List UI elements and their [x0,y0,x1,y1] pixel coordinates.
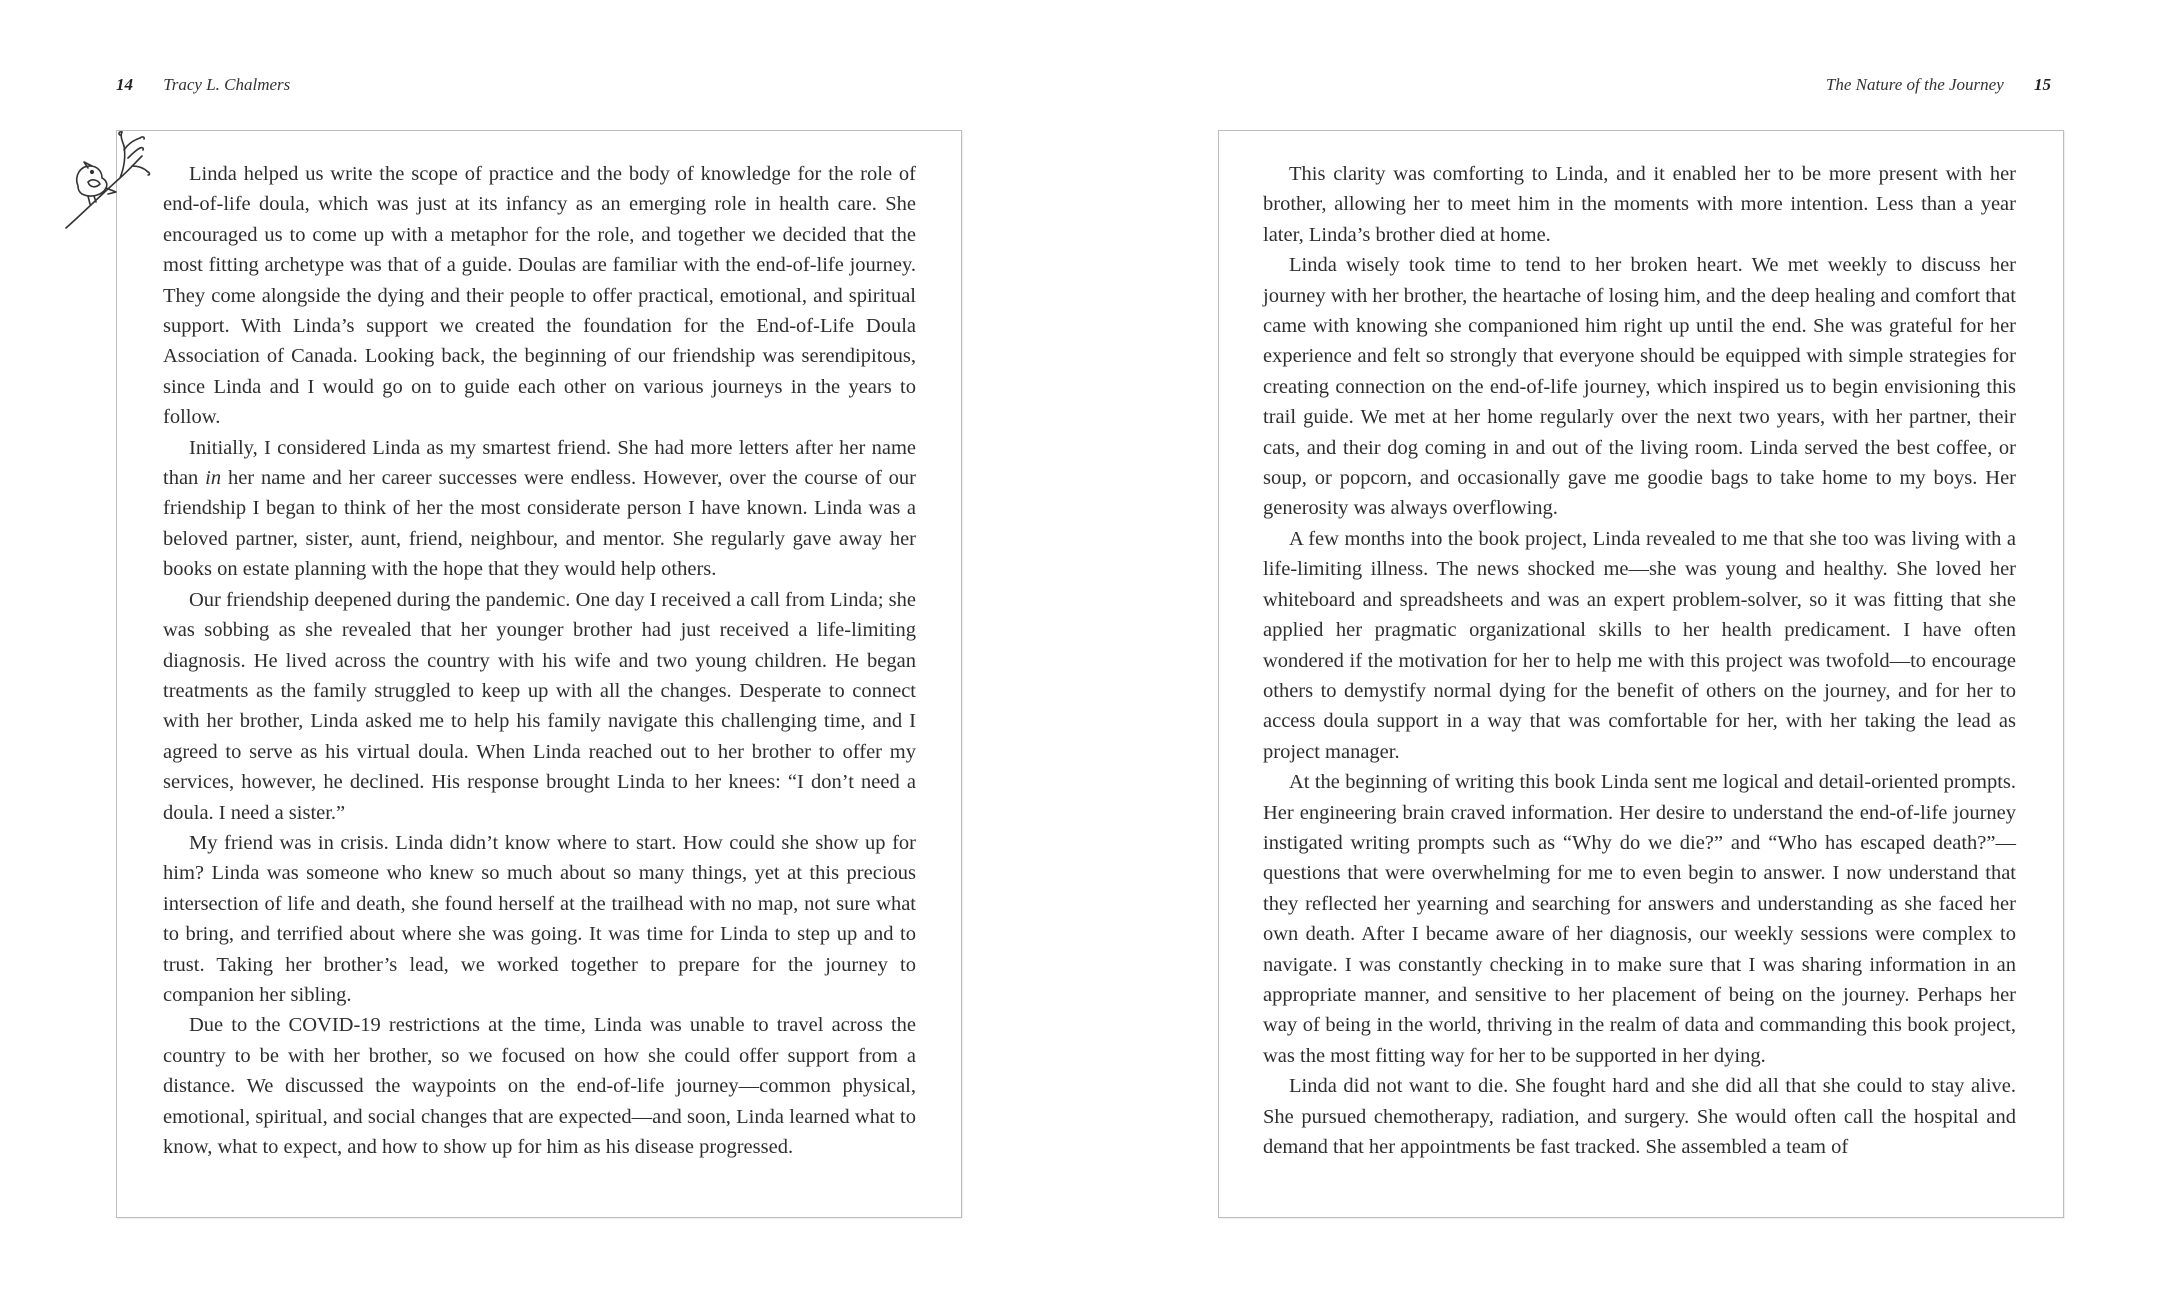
left-running-head-title: Tracy L. Chalmers [163,75,291,94]
body-paragraph: Initially, I considered Linda as my smartest friend. She had more letters after her name than in her name and her career successes were endless. However, over the course of our friendship I began to think of her the most considerate person I have known. Linda was a beloved partner, sister, aunt, friend, neighbour, and mentor. She regularly gave away her books on estate planning with the hope that they would help others. [163,436,916,581]
right-page-number: 15 [2034,75,2051,94]
left-body-text [163,159,916,1162]
bird-on-branch-icon [62,128,152,230]
body-paragraph: Due to the COVID-19 restrictions at the time, Linda was unable to travel across the country to be with her brother, so we focused on how she could offer support from a distance. We discussed the waypoints on the end-of-life journey—common physical, emotional, spiritual, and social changes that are expected—and soon, Linda learned what to know, what to expect, and how to show up for him as his disease progressed. [163,1014,916,1158]
emphasis-word: in [205,467,222,490]
body-paragraph: This clarity was comforting to Linda, and it enabled her to be more present with her brother, allowing her to meet him in the moments with more intention. Less than a year later, Linda’s brother died at home. [1263,163,2016,246]
body-paragraph: Linda wisely took time to tend to her broken heart. We met weekly to discuss her journey with her brother, the heartache of losing him, and the deep healing and comfort that came with knowing she companioned him right up until the end. She was grateful for her experience and felt so strongly that everyone should be equipped with simple strategies for creating connection on the end-of-life journey, which inspired us to begin envisioning this trail guide. We met at her home regularly over the next two years, with her partner, their cats, and their dog coming in and out of the living room. Linda served the best coffee, or soup, or popcorn, and occasionally gave me goodie bags to take home to my boys. Her generosity was always overflowing. [1263,254,2016,520]
right-body-text [1263,159,2016,1162]
right-running-head [1826,75,2051,95]
body-paragraph: A few months into the book project, Linda revealed to me that she too was living with a life-limiting illness. The news shocked me—she was young and healthy. She loved her whiteboard and spreadsheets and was an expert problem-solver, so it was fitting that she applied her pragmatic organizational skills to her health predicament. I have often wondered if the motivation for her to help me with this project was twofold—to encourage others to demystify normal dying for the benefit of others on the journey, and for her to access doula support in a way that was comfortable for her, with her taking the lead as project manager. [1263,527,2016,763]
body-paragraph: My friend was in crisis. Linda didn’t know where to start. How could she show up for him? Linda was someone who knew so much about so many things, yet at this precious intersection of life and death, she found herself at the trailhead with no map, not sure what to bring, and terrified about where she was going. It was time for Linda to step up and to trust. Taking her brother’s lead, we worked together to prepare for the journey to companion her sibling. [163,831,916,1006]
body-paragraph: Linda helped us write the scope of practice and the body of knowledge for the role of end-of-life doula, which was just at its infancy as an emerging role in health care. She encouraged us to come up with a metaphor for the role, and together we decided that the most fitting archetype was that of a guide. Doulas are familiar with the end-of-life journey. They come alongside the dying and their people to offer practical, emotional, and spiritual support. With Linda’s support we created the foundation for the End-of-Life Doula Association of Canada. Looking back, the beginning of our friendship was serendipitous, since Linda and I would go on to guide each other on various journeys in the years to follow. [163,163,916,429]
left-running-head [116,75,290,95]
left-page-number: 14 [116,75,133,94]
right-page [1080,0,2160,1296]
body-paragraph: Our friendship deepened during the pandemic. One day I received a call from Linda; she was sobbing as she revealed that her younger brother had just received a life-limiting diagnosis. He lived across the country with his wife and two young children. He began treatments as the family struggled to keep up with all the changes. Desperate to connect with her brother, Linda asked me to help his family navigate this challenging time, and I agreed to serve as his virtual doula. When Linda reached out to her brother to offer my services, however, he declined. His response brought Linda to her knees: “I don’t need a doula. I need a sister.” [163,588,916,824]
body-paragraph: Linda did not want to die. She fought hard and she did all that she could to stay alive. She pursued chemotherapy, radiation, and surgery. She would often call the hospital and demand that her appointments be fast tracked. She assembled a team of [1263,1075,2016,1158]
right-running-head-title: The Nature of the Journey [1825,75,2004,94]
body-paragraph: At the beginning of writing this book Linda sent me logical and detail-oriented prompts. Her engineering brain craved information. Her desire to understand the end-of-life journey instigated writing prompts such as “Why do we die?” and “Who has escaped death?”—questions that were overwhelming for me to even begin to answer. I now understand that they reflected her yearning and searching for answers and understanding as she faced her own death. After I became aware of her diagnosis, our weekly sessions were complex to navigate. I was constantly checking in to make sure that I was sharing information in an appropriate manner, and sensitive to her placement of being on the journey. Perhaps her way of being in the world, thriving in the realm of data and commanding this book project, was the most fitting way for her to be supported in her dying. [1263,771,2016,1067]
